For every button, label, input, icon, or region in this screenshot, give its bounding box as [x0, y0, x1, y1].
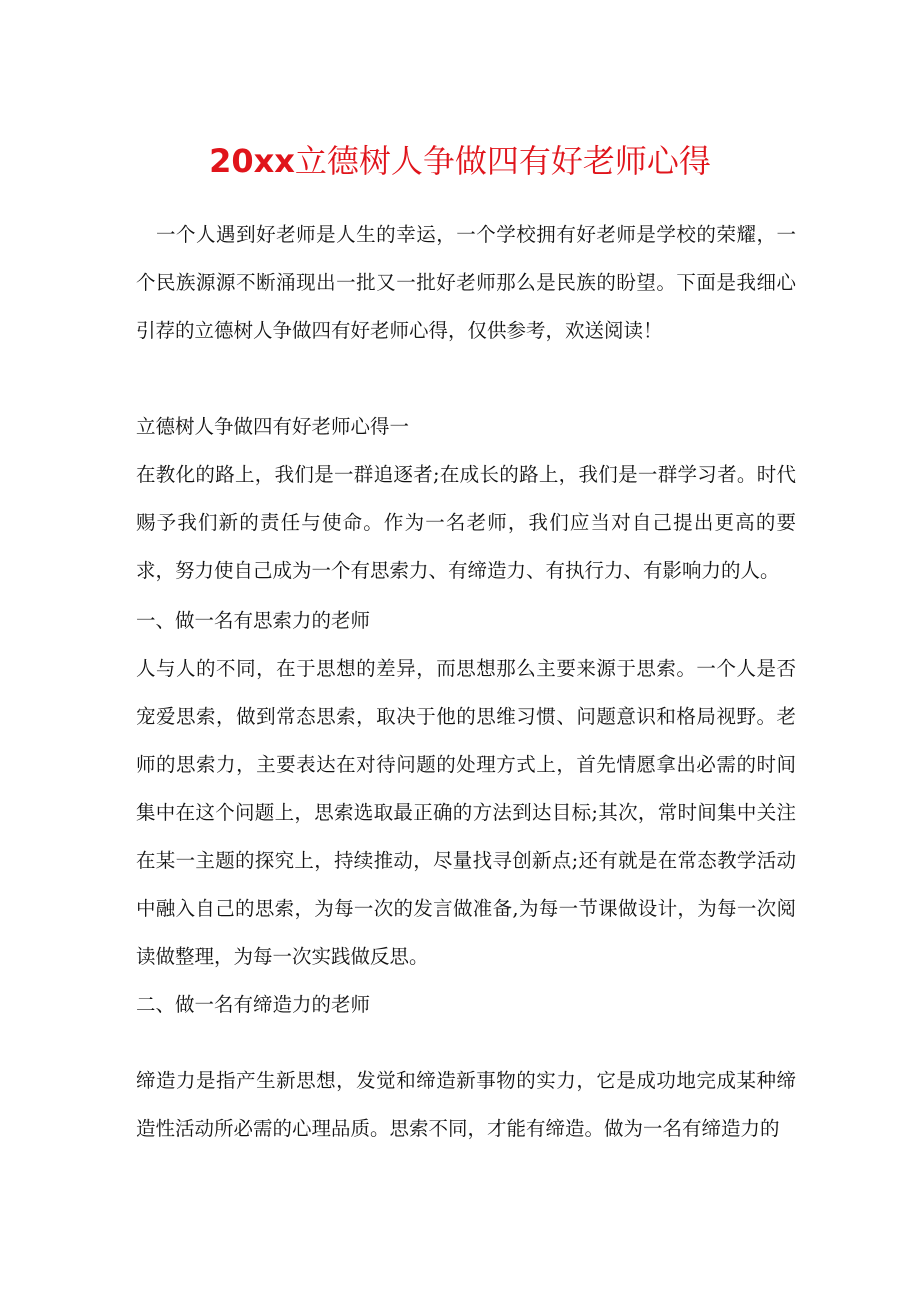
title-text: 立德树人争做四有好老师心得 [294, 142, 711, 180]
subheading-1: 一、做一名有思索力的老师 [136, 609, 371, 632]
title-prefix: 20xx [209, 142, 295, 180]
document-title [0, 138, 920, 184]
subheading-2: 二、做一名有缔造力的老师 [136, 993, 371, 1016]
paragraph-3: 缔造力是指产生新思想，发觉和缔造新事物的实力，它是成功地完成某种缔造性活动所必需的心理品质。思索不同，才能有缔造。做为一名有缔造力的 [136, 1069, 796, 1140]
paragraph-1: 在教化的路上，我们是一群追逐者;在成长的路上，我们是一群学习者。时代赐予我们新的责任与使命。作为一名老师，我们应当对自己提出更高的要求，努力使自己成为一个有思索力、有缔造力、有执行力、有影响力的人。 [136, 463, 796, 582]
paragraph-2: 人与人的不同，在于思想的差异，而思想那么主要来源于思索。一个人是否宠爱思索，做到常态思索，取决于他的思维习惯、问题意识和格局视野。老师的思索力，主要表达在对待问题的处理方式上，首先情愿拿出必需的时间集中在这个问题上，思索选取最正确的方法到达目标;其次，常时间集中关注在某一主题的探究上，持续推动，尽量找寻创新点;还有就是在常态教学活动中融入自己的思索，为每一次的发言做准备,为每一节课做设计，为每一次阅读做整理，为每一次实践做反思。 [136, 657, 796, 968]
intro-paragraph: 一个人遇到好老师是人生的幸运，一个学校拥有好老师是学校的荣耀，一个民族源源不断涌现出一批又一批好老师那么是民族的盼望。下面是我细心引荐的立德树人争做四有好老师心得，仅供参考，欢送阅读！ [136, 223, 796, 342]
section-heading-1: 立德树人争做四有好老师心得一 [136, 415, 410, 438]
